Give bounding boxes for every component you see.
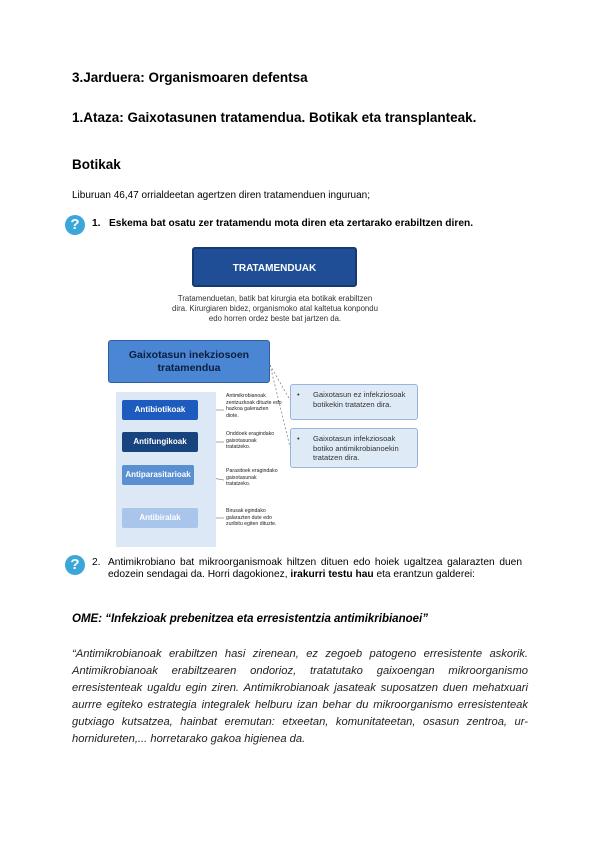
drug-description: Onddoek eragindako gaixotasunak tratatzeko. xyxy=(226,431,275,450)
infectious-treatment-box: Gaixotasun inekziosoen tratamendua xyxy=(108,340,270,383)
treatments-box: TRATAMENDUAK xyxy=(192,247,357,287)
question-icon: ? xyxy=(65,215,85,235)
question-2-emphasis: irakurri testu hau xyxy=(290,569,374,580)
section-title: Botikak xyxy=(72,157,121,172)
note-non-infectious xyxy=(290,384,418,420)
ome-title: OME: “Infekzioak prebenitzea eta erresistentzia antimikribianoei” xyxy=(72,613,428,625)
drug-antivirals: Antibiralak xyxy=(122,508,198,528)
quote-paragraph: “Antimikrobianoak erabiltzen hasi zirenean, ez zegoeb patogeno erresistente askorik. Antimikrobianoak erabiltzearen ondorioz, tratatutako gaixoengan mikroorganismo erresistenteak ugaldu egin ziren. Antimikrobianoak jasateak suposatzen duen mehatxuari aurrre egiteko estrategia integralek helburu izan behar du mikroorganismo erresistenteak gutxiago kutsatzea, hainbat eremutan: etxeetan, komunitateetan, osasun zentroa, ur-hornidureten,... horretarako gakoa higienea da. xyxy=(72,648,528,745)
question-2-text xyxy=(92,557,522,581)
intro-text: Liburuan 46,47 orrialdeetan agertzen diren tratamenduen inguruan; xyxy=(72,190,370,201)
drug-antifungals: Antifungikoak xyxy=(122,432,198,452)
question-2-text-end: eta erantzun galderei: xyxy=(373,569,475,580)
bullet: • xyxy=(297,434,300,443)
question-2-number: 2. xyxy=(92,557,101,568)
question-icon: ? xyxy=(65,555,85,575)
note-text: Gaixotasun infekziosoak botiko antimikrobianoekin tratatzen dira. xyxy=(313,434,399,462)
drug-antiparasitics: Antiparasitarioak xyxy=(122,465,194,485)
drug-antibiotics: Antibiotikoak xyxy=(122,400,198,420)
question-1-text: Eskema bat osatu zer tratamendu mota diren eta zertarako erabiltzen diren. xyxy=(109,218,474,229)
treatments-description: Tratamenduetan, batik bat kirurgia eta botikak erabiltzen dira. Kirurgiaren bidez, organismoko atal kaltetua konpondu edo horren ordez beste bat jartzen da. xyxy=(172,294,378,323)
drug-description: Parasitoek eragindako gaixotasunak tratatzeko. xyxy=(226,468,278,487)
drug-description: Birusak egindako galarazten dute edo zuribitu egiten dituzte. xyxy=(226,508,277,527)
note-text: Gaixotasun ez infekziosoak botikekin tratatzen dira. xyxy=(313,390,406,409)
question-1-number: 1. xyxy=(92,218,101,229)
task-title: 1.Ataza: Gaixotasunen tratamendua. Botikak eta transplanteak. xyxy=(72,110,477,125)
bullet: • xyxy=(297,390,300,399)
question-2-text-start: Antimikrobiano bat mikroorganismoak hiltzen dituen edo hoiek ugaltzea galarazten duen edozein sendagai da. Horri dagokionez, xyxy=(108,557,522,580)
activity-title: 3.Jarduera: Organismoaren defentsa xyxy=(72,70,308,85)
question-2 xyxy=(92,557,522,581)
drug-description: Antimikrobianoak zentzuzkoak dituzte edo hazkoa galerazten diote. xyxy=(226,393,282,419)
note-infectious xyxy=(290,428,418,468)
